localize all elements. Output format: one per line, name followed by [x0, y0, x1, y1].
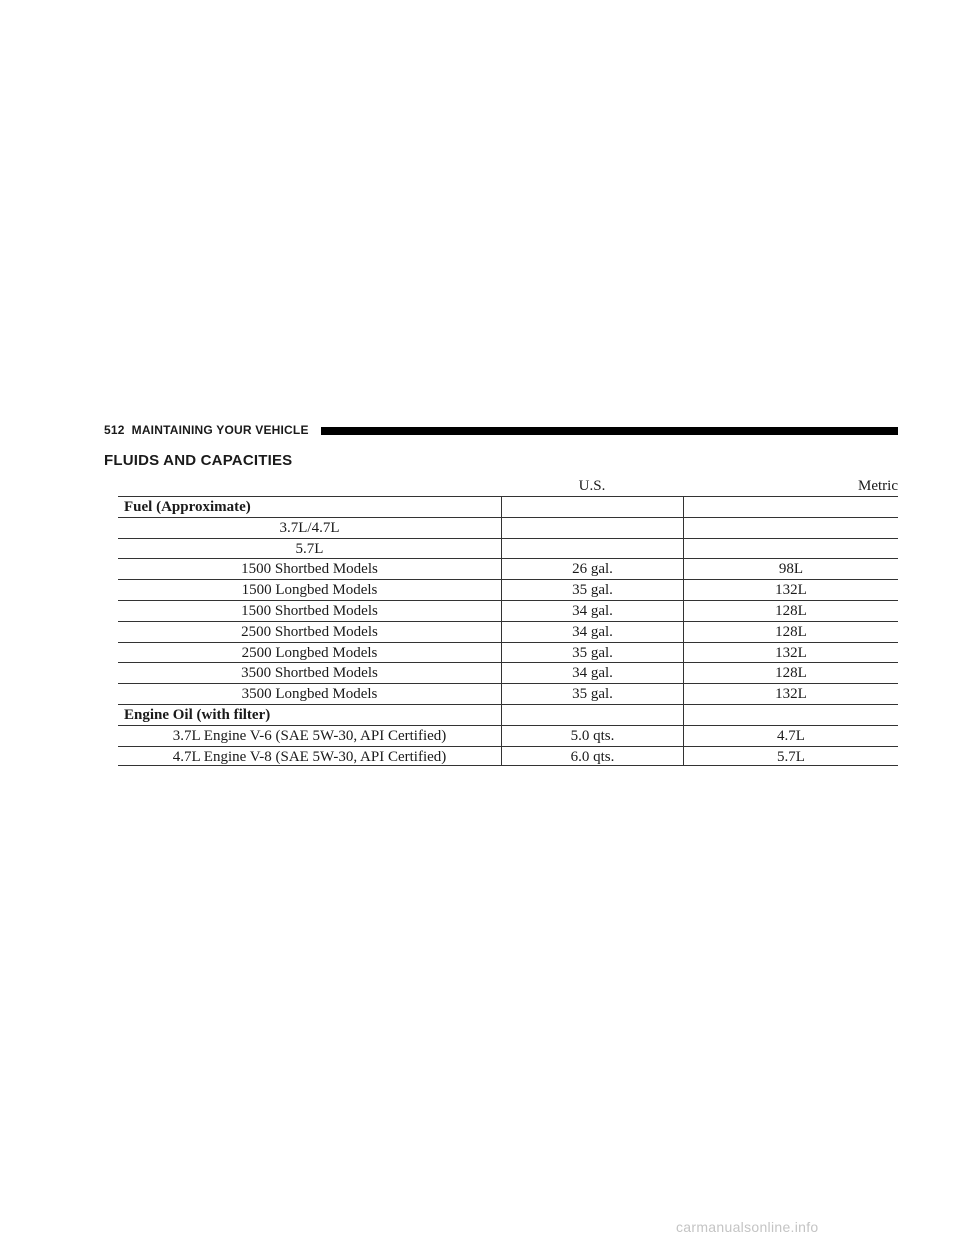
- table-row: [118, 642, 898, 663]
- row-us-value: [501, 539, 683, 559]
- row-metric-value: [683, 705, 898, 725]
- row-us-value: 5.0 qts.: [501, 726, 683, 746]
- row-label: 3.7L Engine V-6 (SAE 5W-30, API Certified): [172, 727, 447, 744]
- column-header-us: U.S.: [578, 478, 606, 494]
- table-column-headers: [118, 476, 898, 496]
- row-us-value: 26 gal.: [501, 559, 683, 579]
- page-number: 512: [104, 423, 125, 437]
- row-metric-value: 132L: [683, 643, 898, 663]
- row-us-value: [501, 497, 683, 517]
- table-row: [118, 579, 898, 600]
- row-us-value: 6.0 qts.: [501, 747, 683, 766]
- row-label: 3.7L/4.7L: [279, 519, 340, 536]
- row-metric-value: 132L: [683, 684, 898, 704]
- capacities-table: [118, 476, 898, 766]
- row-us-value: 34 gal.: [501, 622, 683, 642]
- row-label: 5.7L: [295, 540, 324, 557]
- section-title: MAINTAINING YOUR VEHICLE: [131, 423, 309, 437]
- table-row: [118, 600, 898, 621]
- row-metric-value: 132L: [683, 580, 898, 600]
- row-metric-value: [683, 539, 898, 559]
- table-row: [118, 517, 898, 538]
- table-row: [118, 746, 898, 767]
- row-category-label: Engine Oil (with filter): [124, 706, 271, 723]
- table-row: [118, 558, 898, 579]
- row-metric-value: [683, 497, 898, 517]
- row-metric-value: 128L: [683, 622, 898, 642]
- table-row: [118, 538, 898, 559]
- row-category-label: Fuel (Approximate): [124, 499, 251, 515]
- row-us-value: 34 gal.: [501, 601, 683, 621]
- row-metric-value: 98L: [683, 559, 898, 579]
- row-us-value: 35 gal.: [501, 684, 683, 704]
- row-label: 3500 Longbed Models: [241, 686, 378, 703]
- row-metric-value: 128L: [683, 663, 898, 683]
- row-label: 1500 Longbed Models: [241, 582, 378, 599]
- table-row: [118, 621, 898, 642]
- row-label: 2500 Shortbed Models: [241, 623, 378, 640]
- table-row: [118, 683, 898, 704]
- row-metric-value: 5.7L: [683, 747, 898, 766]
- page-header: [104, 421, 898, 439]
- header-rule: [321, 427, 898, 435]
- row-label: 1500 Shortbed Models: [241, 602, 378, 619]
- row-metric-value: 4.7L: [683, 726, 898, 746]
- row-us-value: 34 gal.: [501, 663, 683, 683]
- row-label: 1500 Shortbed Models: [241, 561, 378, 578]
- row-label: 2500 Longbed Models: [241, 644, 378, 661]
- row-us-value: [501, 705, 683, 725]
- table-row: [118, 725, 898, 746]
- watermark: carmanualsonline.info: [676, 1219, 819, 1235]
- column-header-metric: Metric: [858, 478, 898, 494]
- table-row: [118, 496, 898, 517]
- table-row: [118, 704, 898, 725]
- row-label: 4.7L Engine V-8 (SAE 5W-30, API Certified): [172, 748, 447, 765]
- row-label: 3500 Shortbed Models: [241, 665, 378, 682]
- row-metric-value: [683, 518, 898, 538]
- row-us-value: [501, 518, 683, 538]
- row-us-value: 35 gal.: [501, 580, 683, 600]
- table-row: [118, 662, 898, 683]
- row-metric-value: 128L: [683, 601, 898, 621]
- table-body: [118, 496, 898, 766]
- page-heading: FLUIDS AND CAPACITIES: [104, 452, 293, 469]
- row-us-value: 35 gal.: [501, 643, 683, 663]
